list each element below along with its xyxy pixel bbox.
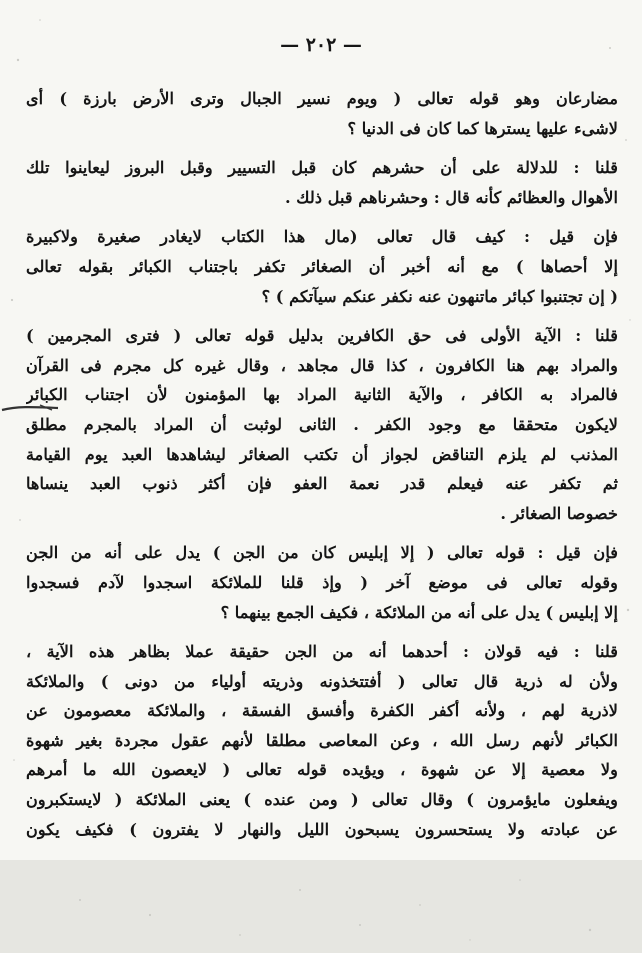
text-line: فإن قيل : قوله تعالى ( إلا إبليس كان من الجن ) يدل على أنه من الجن [26, 543, 618, 563]
text-line: قلنا : فيه قولان : أحدهما أنه من الجن حقيقة عملا بظاهر هذه الآية ، [26, 642, 618, 662]
text-line: إلا إبليس ) يدل على أنه من الملائكة ، فكيف الجمع بينهما ؟ [220, 602, 618, 622]
text-line: ويفعلون مايؤمرون ) وقال تعالى ( ومن عنده ) يعنى الملائكة ( لايستكبرون [26, 790, 618, 810]
text-line: وقوله تعالى فى موضع آخر ( وإذ قلنا للملائكة اسجدوا لآدم فسجدوا [26, 572, 618, 592]
paragraph-1 [26, 84, 618, 143]
text-line: لايكون متحققا مع وجود الكفر . الثانى لوثبت أن المراد بالمجرم مطلق [26, 414, 618, 434]
text-line: لاشىء عليها يسترها كما كان فى الدنيا ؟ [347, 118, 618, 138]
arabic-text-body [26, 84, 618, 844]
paragraph-5 [26, 538, 618, 627]
text-line: قلنا : الآية الأولى فى حق الكافرين بدليل قوله تعالى ( فترى المجرمين ) [26, 326, 618, 346]
text-line: الأهوال والعظائم كأنه قال : وحشرناهم قبل ذلك . [285, 187, 618, 207]
paragraph-6 [26, 637, 618, 844]
page-number: — ٢٠٢ — [280, 34, 362, 56]
paragraph-4 [26, 321, 618, 528]
paragraph-2 [26, 153, 618, 212]
text-line: ( إن تجتنبوا كبائر ماتنهون عنه نكفر عنكم سيآتكم ) ؟ [261, 286, 618, 306]
text-line: قلنا : للدلالة على أن حشرهم كان قبل التسيير وقبل البروز ليعاينوا تلك [26, 158, 618, 178]
text-line: إلا أحصاها ) مع أنه أخبر أن الصغائر تكفر باجتناب الكبائر بقوله تعالى [26, 256, 618, 276]
text-line: عن عبادته ولا يستحسرون يسبحون الليل والنهار لا يفترون ) فكيف يكون [26, 819, 618, 839]
text-line: ولأن له ذرية قال تعالى ( أفتتخذونه وذريته أولياء من دونى ) والملائكة [26, 671, 618, 691]
text-line: فالمراد به الكافر ، والآية الثانية المراد بها المؤمنون لأن اجتناب الكبائر [26, 385, 618, 405]
text-line: الكبائر لأنهم رسل الله ، وعن المعاصى مطلقا لأنهم عقول مجردة بغير شهوة [26, 730, 618, 750]
text-line: ثم تكفر عنه فيعلم قدر نعمة العفو فإن أكثر ذنوب العبد ينساها [26, 474, 618, 494]
text-line: خصوصا الصغائر . [500, 503, 618, 523]
text-line: لاذرية لهم ، ولأنه أكفر الكفرة وأفسق الفسقة ، والملائكة معصومون عن [26, 701, 618, 721]
text-line: والمراد بهم هنا الكافرون ، كذا قال مجاهد ، وقال غيره كل مجرم فى القرآن [26, 355, 618, 375]
text-line: مضارعان وهو قوله تعالى ( ويوم نسير الجبال وترى الأرض بارزة ) أى [26, 89, 618, 108]
paragraph-3 [26, 222, 618, 311]
text-line: ولا معصية إلا عن شهوة ، ويؤيده قوله تعالى ( لايعصون الله ما أمرهم [26, 760, 618, 780]
text-line: المذنب لم يلزم التناقض لجواز أن تكتب الصغائر ليشاهدها العبد يوم القيامة [26, 444, 618, 464]
text-line: فإن قيل : كيف قال تعالى (مال هذا الكتاب لايغادر صغيرة ولاكبيرة [26, 227, 618, 247]
